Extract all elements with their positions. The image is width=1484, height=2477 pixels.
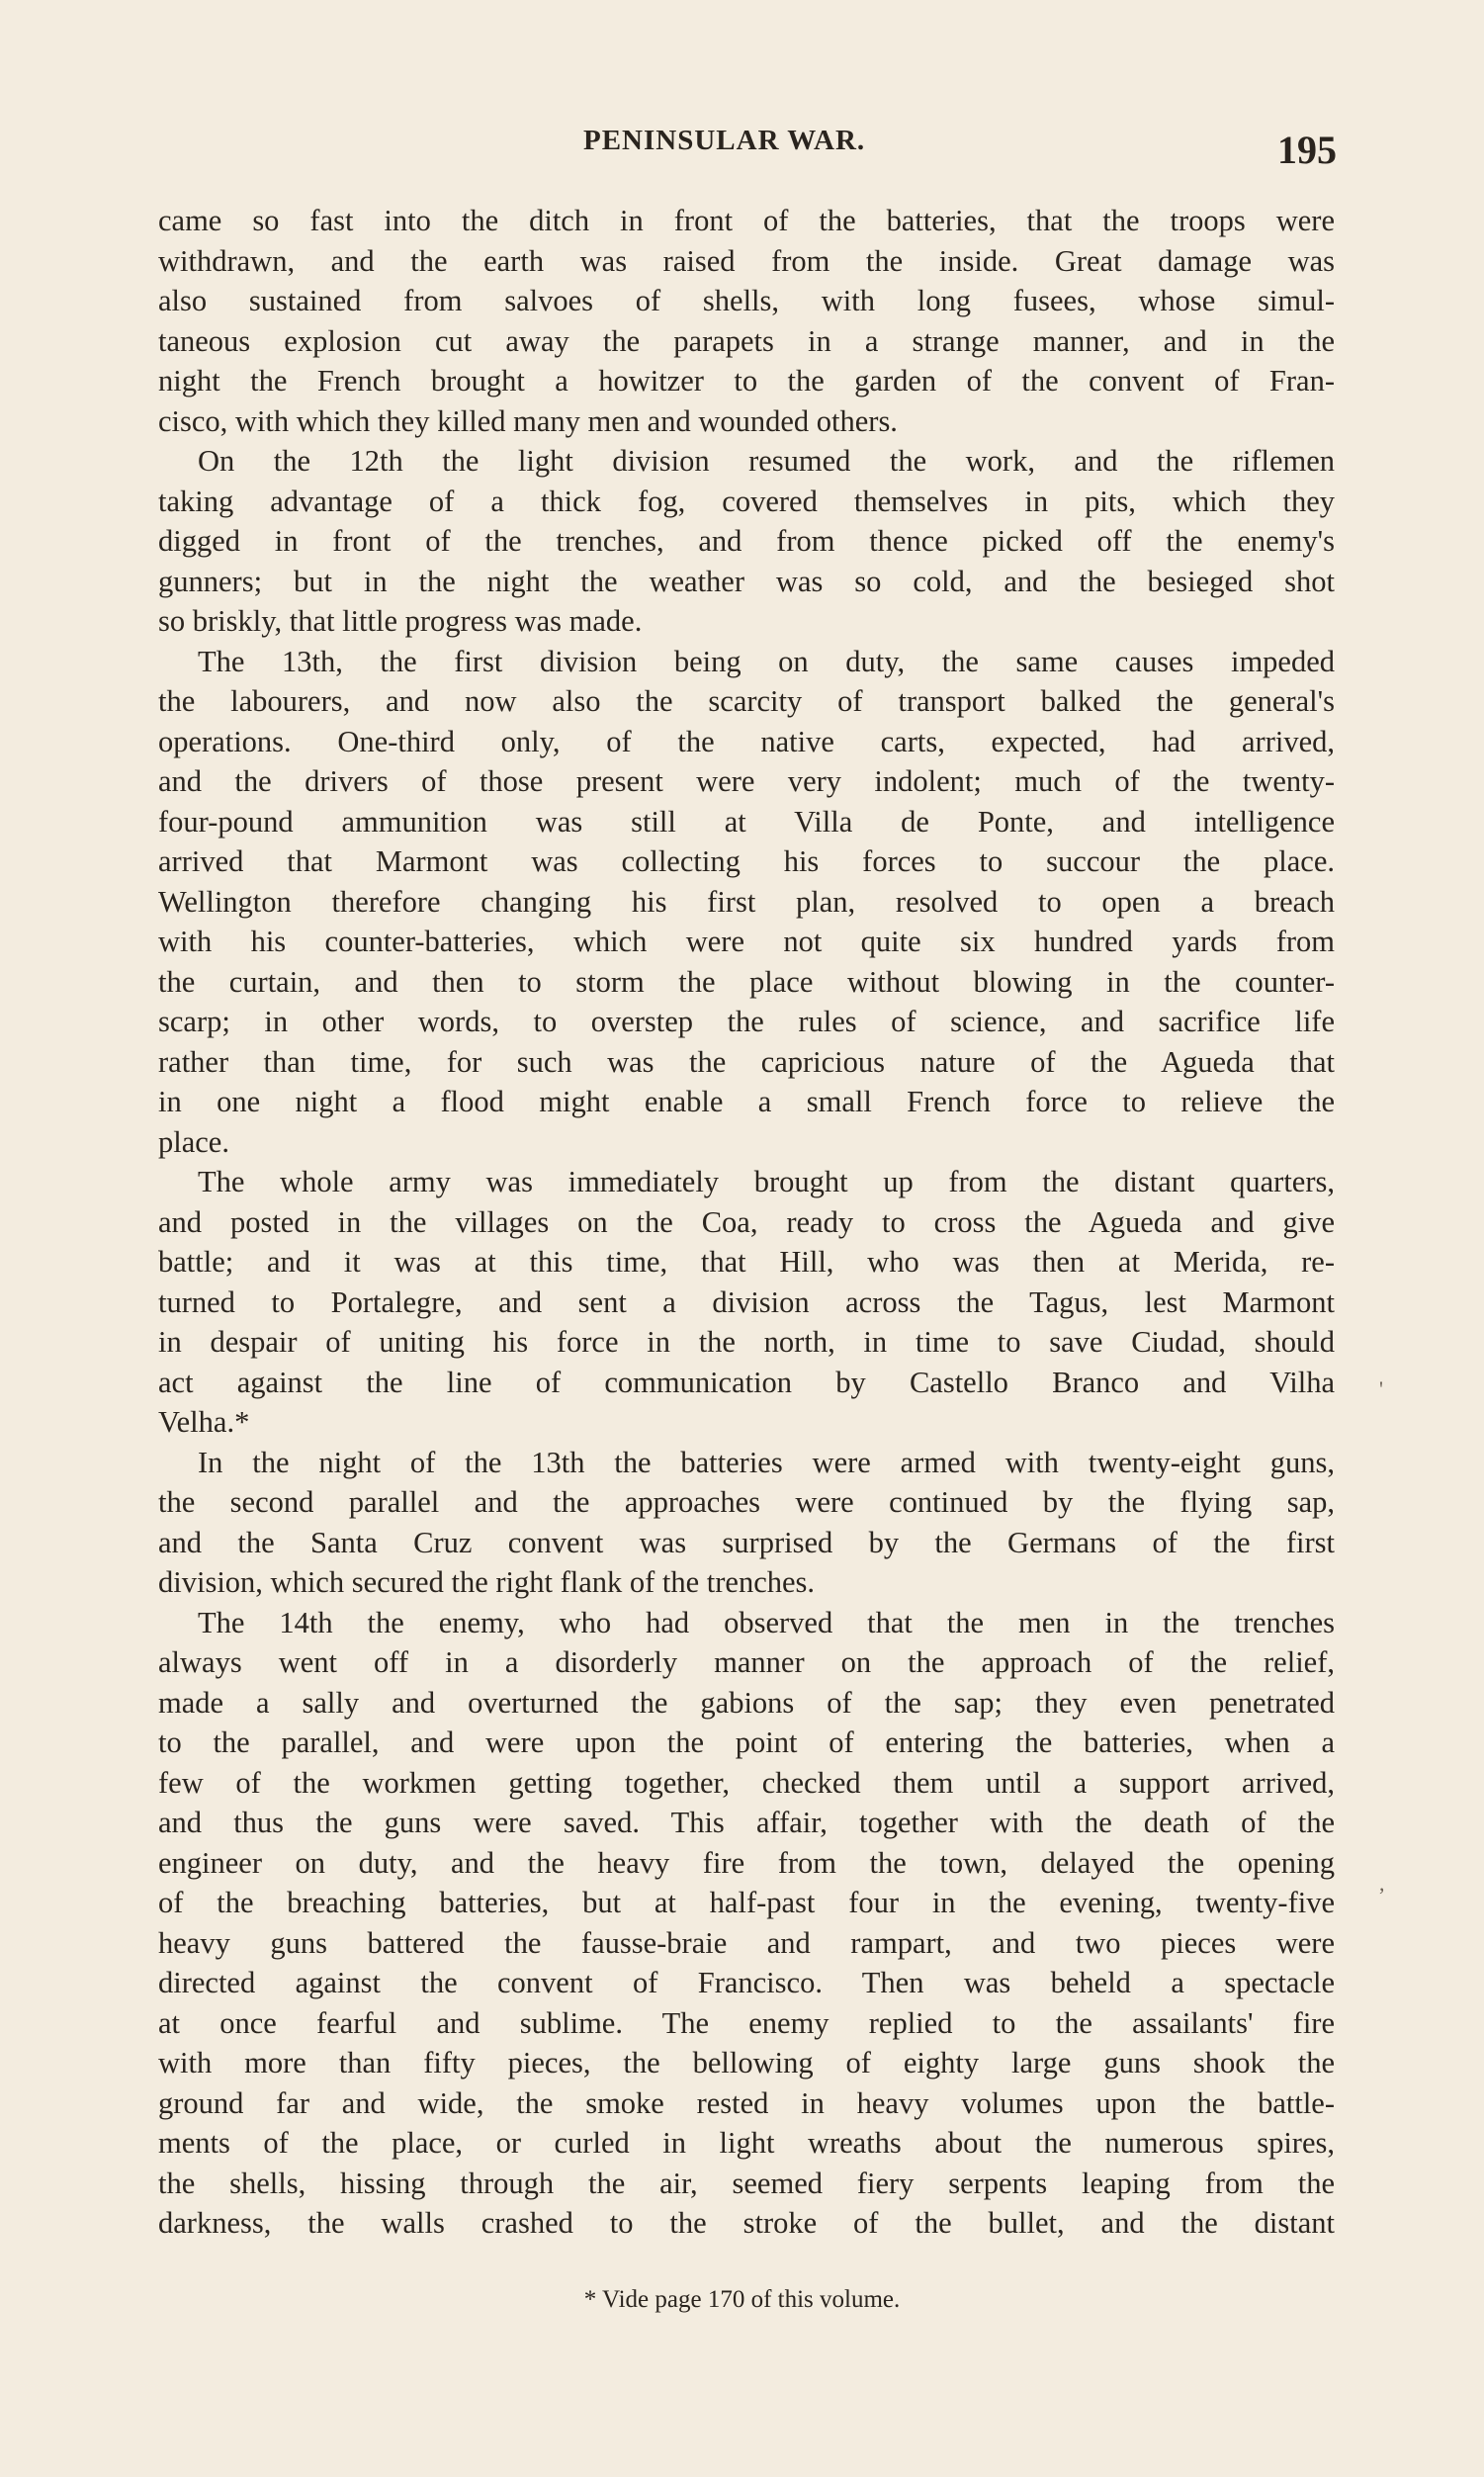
text-line: Velha.* — [158, 1405, 250, 1439]
text-line: digged in front of the trenches, and from thence picked off the enemy's — [158, 524, 1335, 558]
text-line: The 14th the enemy, who had observed that the men in the trenches — [198, 1605, 1335, 1639]
text-line: few of the workmen getting together, checked them until a support arrived, — [158, 1765, 1335, 1800]
text-line: In the night of the 13th the batteries were armed with twenty-eight guns, — [198, 1445, 1335, 1479]
footnote: * Vide page 170 of this volume. — [583, 2286, 901, 2313]
text-line: On the 12th the light division resumed the work, and the riflemen — [198, 444, 1335, 478]
text-line: in one night a flood might enable a small French force to relieve the — [158, 1085, 1335, 1118]
page-number: 195 — [1277, 128, 1337, 172]
text-line: the second parallel and the approaches were continued by the flying sap, — [158, 1485, 1335, 1519]
text-line: withdrawn, and the earth was raised from the inside. Great damage was — [158, 243, 1335, 278]
text-line: of the breaching batteries, but at half-past four in the evening, twenty-five — [158, 1886, 1335, 1919]
text-line: heavy guns battered the fausse-braie and rampart, and two pieces were — [158, 1925, 1335, 1960]
text-line: four-pound ammunition was still at Villa de Ponte, and intelligence — [158, 804, 1335, 839]
text-line: rather than time, for such was the capricious nature of the Agueda that — [158, 1044, 1335, 1079]
text-line: turned to Portalegre, and sent a division across the Tagus, lest Marmont — [158, 1284, 1335, 1319]
text-line: taneous explosion cut away the parapets in a strange manner, and in the — [158, 323, 1335, 358]
text-line: darkness, the walls crashed to the stroke of the bullet, and the distant — [158, 2206, 1335, 2240]
text-line: always went off in a disorderly manner on the approach of the relief, — [158, 1645, 1335, 1679]
text-line: scarp; in other words, to overstep the rules of science, and sacrifice life — [158, 1005, 1335, 1038]
text-line: and posted in the villages on the Coa, ready to cross the Agueda and give — [158, 1204, 1335, 1239]
text-line: place. — [158, 1124, 229, 1159]
text-line: The 13th, the first division being on duty, the same causes impeded — [198, 644, 1335, 678]
text-line: operations. One-third only, of the native carts, expected, had arrived, — [158, 724, 1335, 758]
text-line: to the parallel, and were upon the point of entering the batteries, when a — [158, 1725, 1335, 1759]
body-text — [158, 201, 1335, 2244]
text-line: and thus the guns were saved. This affair, together with the death of the — [158, 1806, 1335, 1839]
text-line: in despair of uniting his force in the north, in time to save Ciudad, should — [158, 1325, 1335, 1359]
text-line: made a sally and overturned the gabions of the sap; they even penetrated — [158, 1685, 1335, 1720]
running-title: PENINSULAR WAR. — [583, 125, 866, 156]
text-line: Wellington therefore changing his first plan, resolved to open a breach — [158, 884, 1335, 919]
text-line: act against the line of communication by Castello Branco and Vilha — [158, 1365, 1335, 1399]
text-line: taking advantage of a thick fog, covered themselves in pits, which they — [158, 484, 1335, 518]
text-line: also sustained from salvoes of shells, with long fusees, whose simul- — [158, 284, 1335, 317]
text-line: and the drivers of those present were very indolent; much of the twenty- — [158, 764, 1335, 798]
text-line: came so fast into the ditch in front of the batteries, that the troops were — [158, 204, 1335, 237]
text-line: cisco, with which they killed many men and wounded others. — [158, 403, 898, 438]
text-line: and the Santa Cruz convent was surprised by the Germans of the first — [158, 1525, 1335, 1559]
margin-mark: , — [1379, 1871, 1385, 1896]
text-line: directed against the convent of Francisco. Then was beheld a spectacle — [158, 1966, 1335, 1999]
text-line: arrived that Marmont was collecting his forces to succour the place. — [158, 844, 1335, 878]
text-line: the curtain, and then to storm the place without blowing in the counter- — [158, 964, 1335, 999]
text-line: night the French brought a howitzer to the garden of the convent of Fran- — [158, 364, 1335, 398]
margin-mark: ' — [1379, 1376, 1383, 1401]
text-line: with more than fifty pieces, the bellowing of eighty large guns shook the — [158, 2046, 1335, 2079]
text-line: division, which secured the right flank of the trenches. — [158, 1565, 816, 1599]
text-line: battle; and it was at this time, that Hill, who was then at Merida, re- — [158, 1245, 1335, 1279]
text-line: the shells, hissing through the air, seemed fiery serpents leaping from the — [158, 2166, 1335, 2200]
text-line: the labourers, and now also the scarcity of transport balked the general's — [158, 684, 1335, 718]
text-line: engineer on duty, and the heavy fire from the town, delayed the opening — [158, 1845, 1335, 1880]
text-line: ground far and wide, the smoke rested in heavy volumes upon the battle- — [158, 2085, 1335, 2120]
text-line: gunners; but in the night the weather was so cold, and the besieged shot — [158, 564, 1335, 598]
text-line: The whole army was immediately brought up from the distant quarters, — [198, 1165, 1335, 1198]
text-line: with his counter-batteries, which were not quite six hundred yards from — [158, 925, 1335, 958]
text-line: ments of the place, or curled in light wreaths about the numerous spires, — [158, 2126, 1335, 2160]
text-line: so briskly, that little progress was made. — [158, 604, 643, 638]
text-line: at once fearful and sublime. The enemy replied to the assailants' fire — [158, 2005, 1335, 2040]
